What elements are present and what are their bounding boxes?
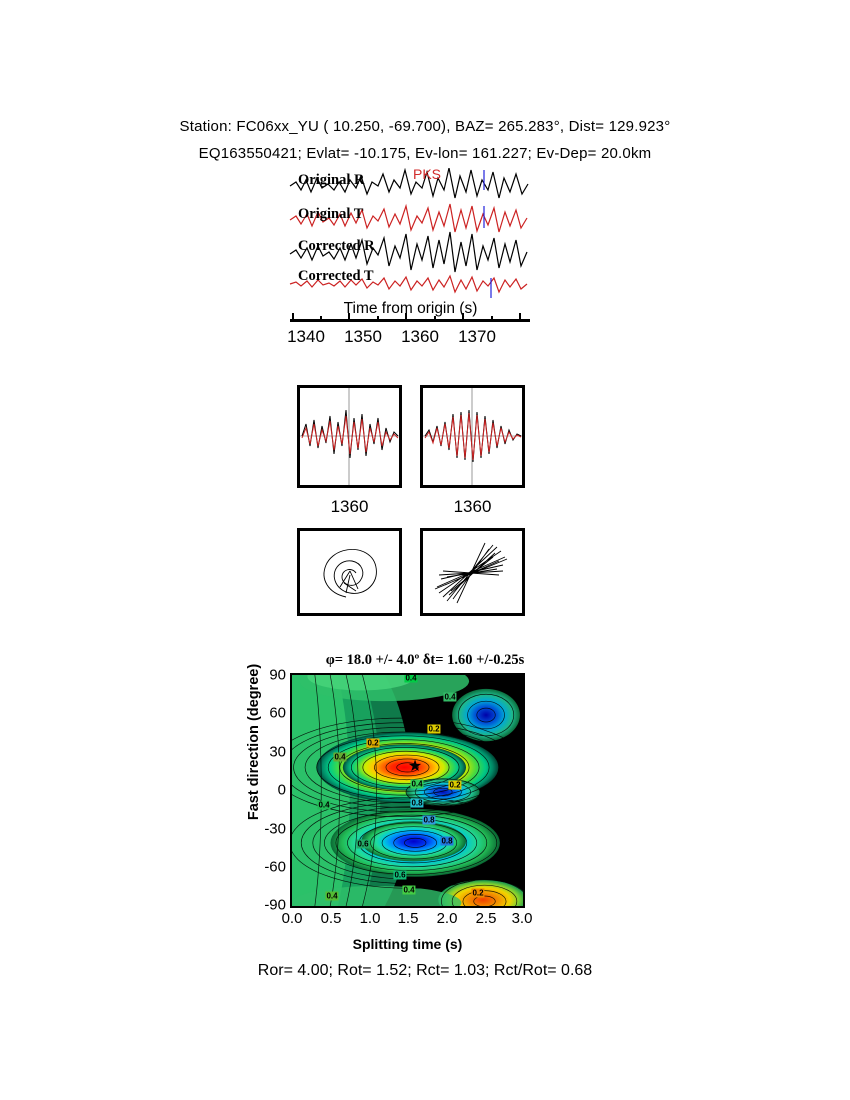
contour-label: 0.4 — [326, 891, 338, 901]
contour-xtick: 1.5 — [397, 910, 419, 927]
splitting-result-title: φ= 18.0 +/- 4.0º δt= 1.60 +/-0.25s — [325, 652, 525, 668]
contour-label: 0.4 — [403, 885, 415, 895]
contour-ytick-column — [238, 666, 286, 914]
contour-xtick: 2.0 — [436, 910, 458, 927]
contour-xtick: 2.5 — [475, 910, 497, 927]
contour-surface — [292, 675, 523, 906]
contour-label: 0.4 — [411, 779, 423, 789]
time-tick-label: 1350 — [344, 327, 382, 346]
fast-slow-panel-corrected — [420, 385, 525, 488]
time-tick-label: 1340 — [287, 327, 325, 346]
contour-ytick: 0 — [277, 781, 286, 799]
contour-xtick: 1.0 — [359, 910, 381, 927]
station-info-line: Station: FC06xx_YU ( 10.250, -69.700), BAZ= 265.283°, Dist= 129.923° — [179, 118, 671, 135]
fast-slow-panel-uncorrected — [297, 385, 402, 488]
contour-ytick: -60 — [264, 858, 286, 876]
trace-label-corrected-r: Corrected R — [298, 238, 375, 254]
particle-motion-path-corrected — [423, 531, 522, 613]
contour-xtick: 3.0 — [511, 910, 533, 927]
fast-slow-traces — [300, 388, 399, 485]
particle-motion-path — [300, 531, 399, 613]
time-tick-label: 1360 — [401, 327, 439, 346]
time-tick-labels — [288, 327, 538, 353]
waveform-panel — [288, 168, 533, 313]
trace-label-original-t: Original T — [298, 206, 364, 222]
contour-label: 0.8 — [441, 836, 453, 846]
particle-motion-uncorrected — [297, 528, 402, 616]
contour-label: 0.4 — [334, 752, 346, 762]
event-info-line: EQ163550421; Evlat= -10.175, Ev-lon= 161.227; Ev-Dep= 20.0km — [198, 145, 652, 162]
contour-xtick: 0.0 — [281, 910, 303, 927]
contour-label: 0.2 — [428, 724, 440, 734]
panel-label-corrected: 1360 — [453, 497, 492, 516]
contour-label: 0.2 — [472, 888, 484, 898]
quality-metrics-line: Ror= 4.00; Rot= 1.52; Rct= 1.03; Rct/Rot= 0.68 — [257, 962, 593, 979]
contour-label: 0.4 — [405, 673, 417, 683]
contour-xlabel: Splitting time (s) — [352, 936, 463, 952]
contour-xtick: 0.5 — [320, 910, 342, 927]
contour-ytick: 90 — [269, 666, 286, 684]
contour-label: 0.8 — [411, 798, 423, 808]
contour-ylabel: Fast direction (degree) — [246, 663, 262, 821]
particle-motion-corrected — [420, 528, 525, 616]
contour-label: 0.8 — [423, 815, 435, 825]
contour-xtick-row — [281, 910, 533, 934]
trace-label-original-r: Original R — [298, 172, 365, 188]
contour-ytick: -30 — [264, 820, 286, 838]
contour-ytick: 60 — [269, 704, 286, 722]
contour-ytick: 30 — [269, 743, 286, 761]
trace-label-corrected-t: Corrected T — [298, 268, 374, 284]
splitting-error-contour-plot — [290, 673, 525, 908]
contour-ytick: -90 — [264, 896, 286, 914]
pks-phase-label: PKS — [413, 166, 442, 182]
best-fit-star-marker: ★ — [407, 758, 423, 775]
contour-label: 0.6 — [357, 839, 369, 849]
contour-label: 0.6 — [394, 870, 406, 880]
panel-label-uncorrected: 1360 — [330, 497, 369, 516]
contour-label: 0.4 — [444, 692, 456, 702]
fast-slow-traces-corrected — [423, 388, 522, 485]
contour-label: 0.4 — [318, 800, 330, 810]
time-axis-label: Time from origin (s) — [343, 300, 478, 317]
contour-label: 0.2 — [449, 780, 461, 790]
contour-label: 0.2 — [367, 738, 379, 748]
time-tick-label: 1370 — [458, 327, 496, 346]
time-axis-line — [290, 319, 530, 322]
